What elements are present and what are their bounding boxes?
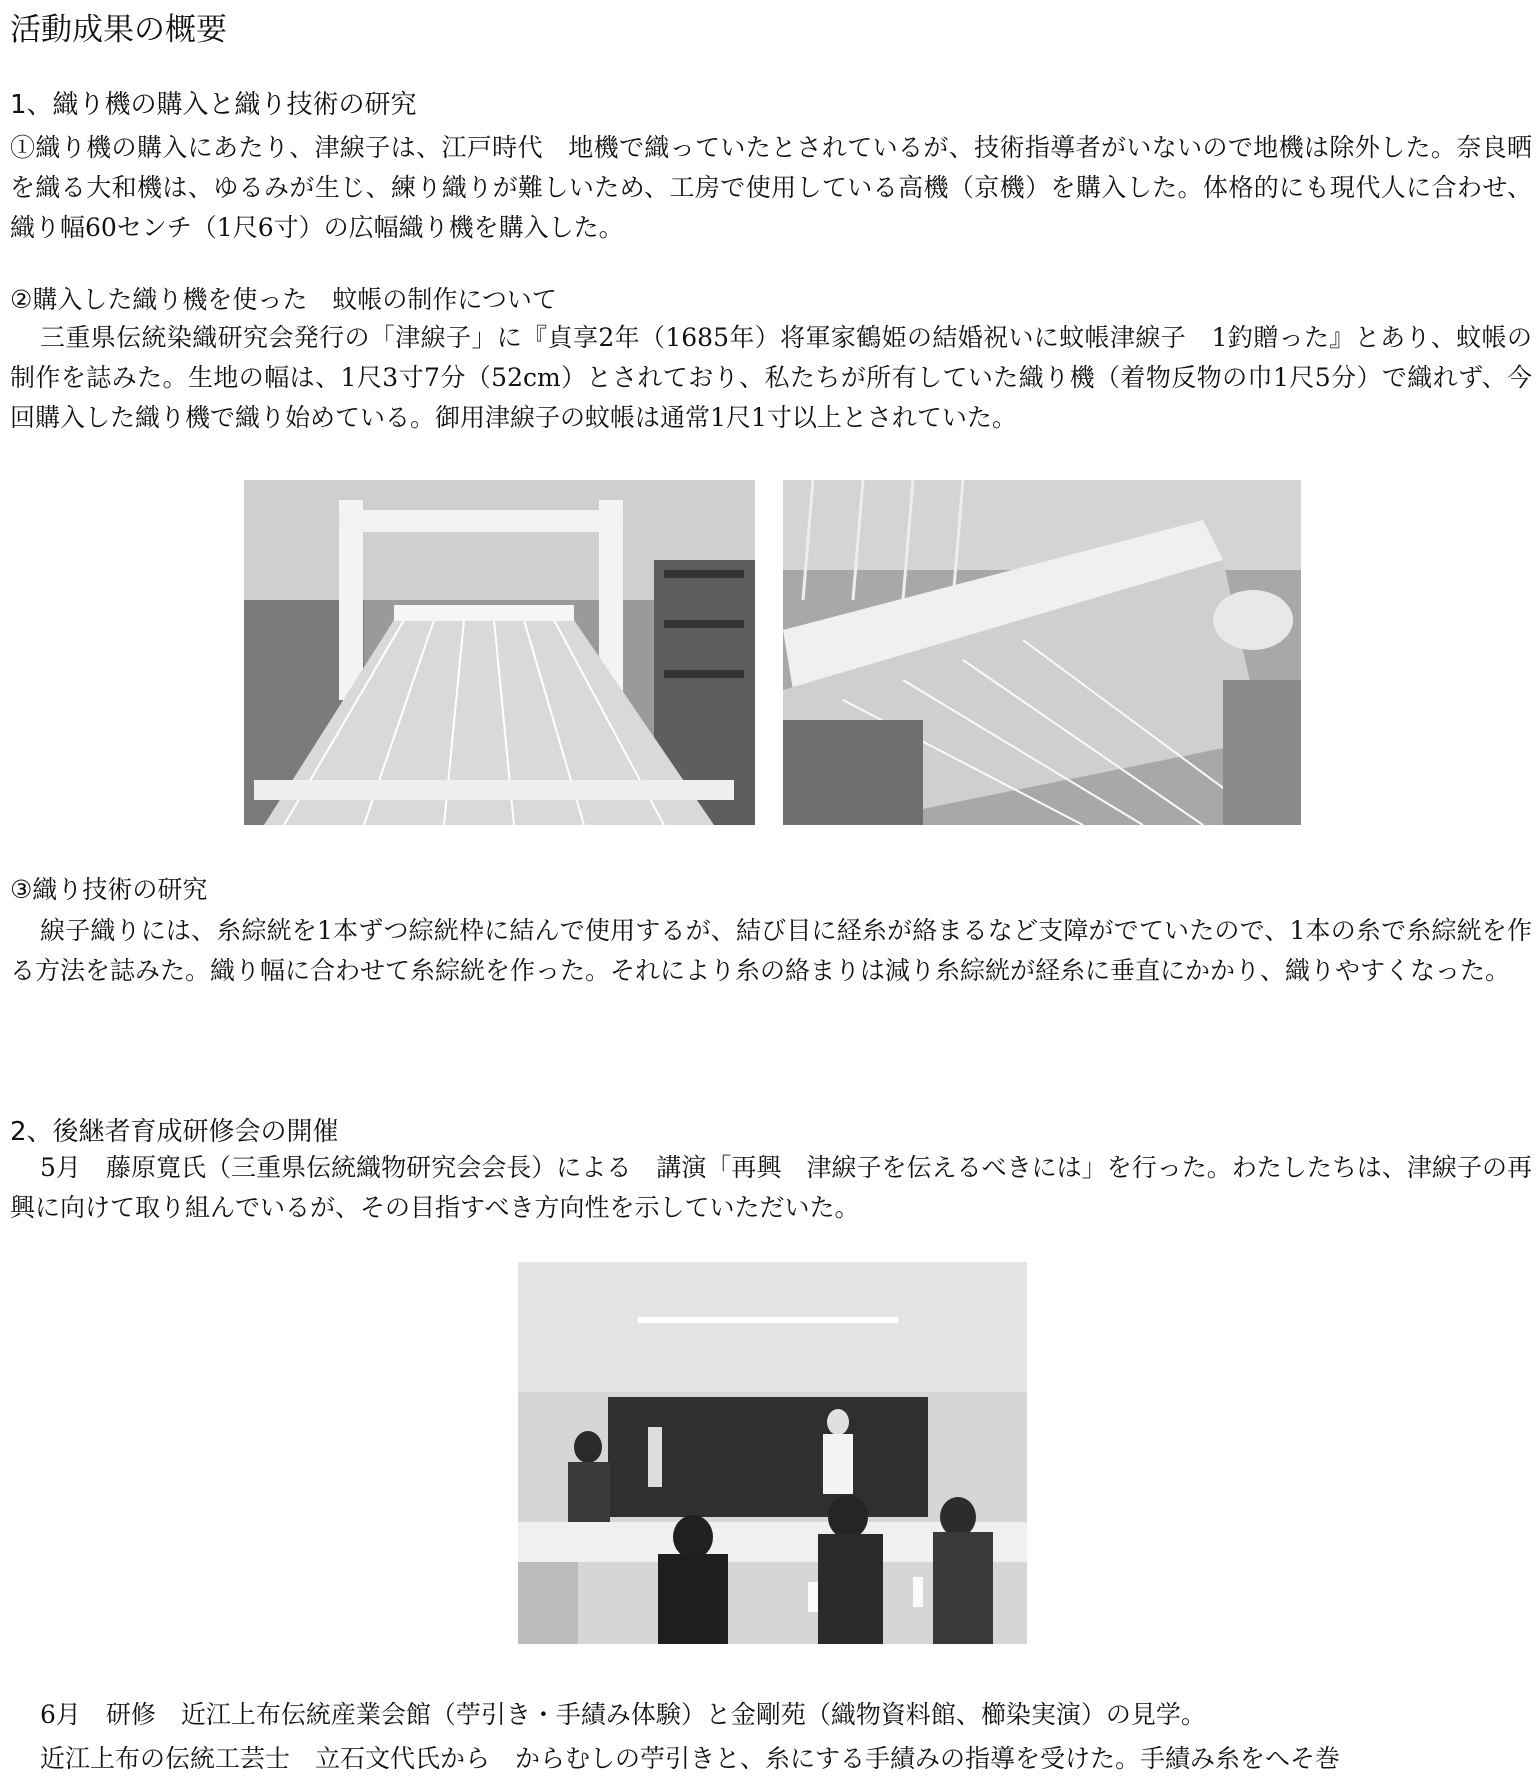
section1-item3-heading: ③織り技術の研究 (10, 875, 208, 904)
section1-item2-heading: ②購入した織り機を使った 蚊帳の制作について (10, 285, 557, 314)
lecture-photo (518, 1262, 1027, 1644)
loom-weaving-photo (783, 480, 1301, 825)
section2-heading: 2、後継者育成研修会の開催 (10, 1117, 339, 1147)
section1-item3-paragraph: 綟子織りには、糸綜絖を1本ずつ綜絖枠に結んで使用するが、結び目に経糸が絡まるなど支障がでていたので、1本の糸で糸綜絖を作る方法を誌みた。織り幅に合わせて糸綜絖を作った。それにより糸の絡まりは減り糸綜絖が経糸に垂直にかかり、織りやすくなった。 (10, 916, 1532, 985)
section1-item1-paragraph: ①織り機の購入にあたり、津綟子は、江戸時代 地機で織っていたとされているが、技術指導者がいないので地機は除外した。奈良晒を織る大和機は、ゆるみが生じ、練り織りが難しいため、工房で使用している高機（京機）を購入した。体格的にも現代人に合わせ、織り幅60センチ（1尺6寸）の広幅織り機を購入した。 (10, 133, 1532, 242)
page-title: 活動成果の概要 (10, 12, 227, 48)
section2-training-paragraph: 6月 研修 近江上布伝統産業会館（苧引き・手績み体験）と金剛苑（織物資料館、櫛染実演）の見学。 (40, 1700, 1206, 1729)
section1-item2-paragraph: 三重県伝統染織研究会発行の「津綟子」に『貞享2年（1685年）将軍家鶴姫の結婚祝いに蚊帳津綟子 1釣贈った』とあり、蚊帳の制作を誌みた。生地の幅は、1尺3寸7分（52cm）とされており、私たちが所有していた織り機（着物反物の巾1尺5分）で織れず、今回購入した織り機で織り始めている。御用津綟子の蚊帳は通常1尺1寸以上とされていた。 (10, 323, 1532, 432)
loom-front-photo (244, 480, 755, 825)
section2-instruction-paragraph: 近江上布の伝統工芸士 立石文代氏から からむしの苧引きと、糸にする手績みの指導を受けた。手績み糸をへそ巻 (40, 1744, 1341, 1773)
section2-lecture-paragraph: 5月 藤原寛氏（三重県伝統織物研究会会長）による 講演「再興 津綟子を伝えるべきには」を行った。わたしたちは、津綟子の再興に向けて取り組んでいるが、その目指すべき方向性を示していただいた。 (10, 1153, 1532, 1222)
section1-heading: 1、織り機の購入と織り技術の研究 (10, 90, 417, 120)
